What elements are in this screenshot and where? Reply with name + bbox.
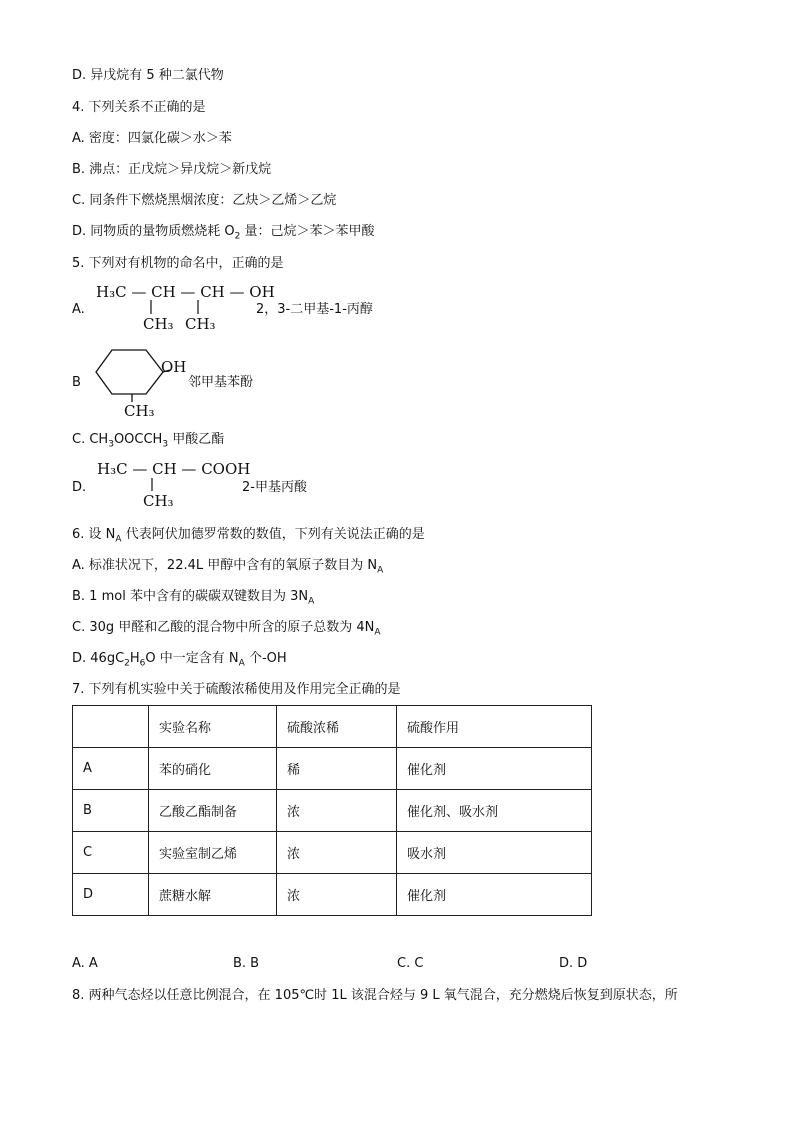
q4-option-c: C. 同条件下燃烧黑烟浓度：乙炔＞乙烯＞乙烷 (72, 193, 337, 208)
table-cell: 催化剂 (397, 748, 592, 790)
q4-option-a: A. 密度：四氯化碳＞水＞苯 (72, 131, 232, 146)
q8-stem: 8. 两种气态烃以任意比例混合，在 105℃时 1L 该混合烃与 9 L 氧气混合，充分燃烧后恢复到原状态，所 (72, 988, 678, 1003)
table-cell: 苯的硝化 (149, 748, 277, 790)
table-header-cell: 硫酸浓稀 (277, 706, 397, 748)
q7-stem: 7. 下列有机实验中关于硫酸浓稀使用及作用完全正确的是 (72, 682, 401, 697)
table-cell: A (73, 748, 149, 790)
table-row (73, 832, 592, 874)
table-cell: 催化剂、吸水剂 (397, 790, 592, 832)
q6-stem: 6. 设 $N_A$ 代表阿伏加德罗常数的数值，下列有关说法正确的是 (72, 527, 425, 545)
q5a-methyl-2: CH₃ (185, 315, 216, 333)
q5b-oh: OH (161, 358, 187, 376)
cyclohexane-ring-structure (90, 340, 170, 402)
q4-option-d: D. 同物质的量物质燃烧耗 $O_2$ 量：己烷＞苯＞苯甲酸 (72, 224, 375, 242)
sulfuric-acid-table (72, 705, 592, 916)
answer-option-d: D. D (559, 956, 588, 971)
q6-option-c: C. 30g 甲醛和乙酸的混合物中所含的原子总数为 $4N_A$ (72, 620, 381, 638)
q5a-formula-main: H₃C — CH — CH — OH (96, 283, 275, 301)
q5b-methyl: CH₃ (124, 402, 155, 420)
answer-option-b: B. B (233, 956, 260, 971)
table-row (73, 790, 592, 832)
answer-option-a: A. A (72, 956, 98, 971)
table-header-cell (73, 706, 149, 748)
table-header-cell: 硫酸作用 (397, 706, 592, 748)
q5d-methyl: CH₃ (143, 492, 174, 510)
q5d-formula-main: H₃C — CH — COOH (97, 460, 251, 478)
q5-option-d-label: D. (72, 480, 87, 495)
q6-option-d: D. $46gC_2H_6O$ 中一定含有 $N_A$ 个-OH (72, 651, 287, 669)
table-cell: 蔗糖水解 (149, 874, 277, 916)
q5-option-a-label: A. (72, 302, 85, 317)
table-row (73, 874, 592, 916)
q4-stem: 4. 下列关系不正确的是 (72, 100, 206, 115)
q4-option-b: B. 沸点：正戊烷＞异戊烷＞新戊烷 (72, 162, 272, 177)
table-row (73, 748, 592, 790)
table-cell: 催化剂 (397, 874, 592, 916)
q5-option-a-name: 2，3-二甲基-1-丙醇 (256, 302, 373, 317)
table-cell: B (73, 790, 149, 832)
q6-option-a: A. 标准状况下，22.4L 甲醇中含有的氧原子数目为 $N_A$ (72, 558, 384, 576)
q5-option-b-label: B (72, 375, 81, 390)
table-header-cell: 实验名称 (149, 706, 277, 748)
q6-option-b: B. 1 mol 苯中含有的碳碳双键数目为 $3N_A$ (72, 589, 315, 607)
table-cell: 实验室制乙烯 (149, 832, 277, 874)
q3-option-d: D. 异戊烷有 5 种二氯代物 (72, 68, 224, 83)
q5-option-c: C. $CH_3OOCCH_3$ 甲酸乙酯 (72, 432, 225, 450)
table-cell: 稀 (277, 748, 397, 790)
answer-option-c: C. C (397, 956, 424, 971)
q5-stem: 5. 下列对有机物的命名中，正确的是 (72, 256, 284, 271)
table-cell: 吸水剂 (397, 832, 592, 874)
q5-option-b-name: 邻甲基苯酚 (188, 375, 254, 390)
table-cell: 乙酸乙酯制备 (149, 790, 277, 832)
q5-option-d-name: 2-甲基丙酸 (242, 480, 307, 495)
table-cell: 浓 (277, 790, 397, 832)
table-cell: C (73, 832, 149, 874)
table-cell: 浓 (277, 832, 397, 874)
q7-answer-options (72, 956, 712, 972)
table-header-row (73, 706, 592, 748)
table-cell: D (73, 874, 149, 916)
table-cell: 浓 (277, 874, 397, 916)
q5a-methyl-1: CH₃ (143, 315, 174, 333)
